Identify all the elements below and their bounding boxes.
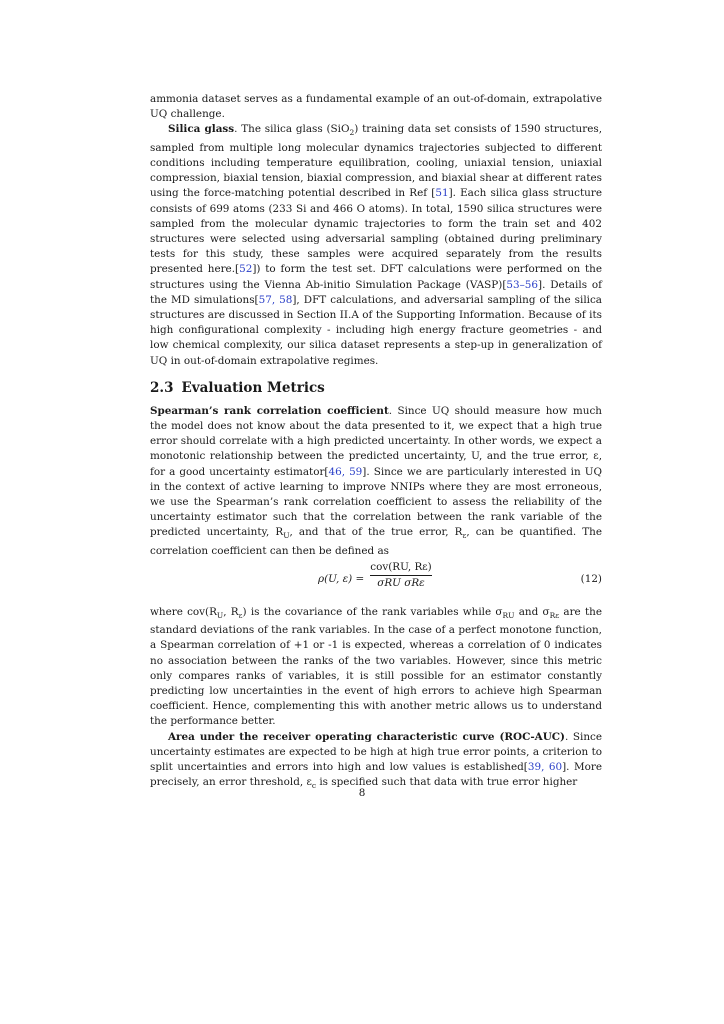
subscript: ε — [238, 610, 243, 620]
text-run: ) is the covariance of the rank variables while σ — [242, 605, 503, 618]
text-run: where cov(R — [150, 605, 217, 618]
section-heading — [150, 379, 602, 397]
subscript: U — [216, 610, 224, 620]
text-run: ]. Details of the MD simulations[ — [150, 278, 602, 306]
citation-link[interactable]: 39, 60 — [527, 760, 563, 773]
run-in-heading-silica: Silica glass — [168, 123, 235, 136]
paragraph-spearman — [150, 404, 602, 559]
text-run: is specified such that data with true error higher — [316, 776, 578, 789]
text-run: . Since uncertainty estimates are expected to be high at high true error points, a criterion to split uncertainties and errors into high and low values is established[ — [150, 730, 602, 773]
text-run: . Since UQ should measure how much the model does not know about the data presented to it, we expect that a high true error should correlate with a high predicted uncertainty. In other words, we expect a monotonic relationship between the predicted uncertainty, U, and the true error, ε, for a good uncertainty estimator[ — [150, 404, 602, 478]
text-run: and σ — [514, 605, 550, 618]
text-run: ]. More precisely, an error threshold, ε — [150, 760, 602, 789]
text-run: ], DFT calculations, and adversarial sampling of the silica structures are discussed in Section II.A of the Supporting Information. Because of its high configurational complexity - including high energy fracture geometries - and low chemical complexity, our silica dataset represents a step-up in generalization of UQ in out-of-domain extrapolative regimes. — [150, 293, 602, 367]
equation-12 — [150, 561, 602, 601]
equation-numerator: cov(RU, Rε) — [370, 561, 432, 576]
text-run: . The silica glass (SiO — [234, 123, 350, 136]
text-run: ]. Since we are particularly interested in UQ in the context of active learning to improve NNIPs where they are most erroneous, we use the Spearman’s rank correlation coefficient to assess the reliability of the uncertainty estimator such that the correlation between the rank variable of the predicted uncertainty, R — [150, 465, 602, 539]
subscript: U — [283, 531, 290, 541]
paragraph-silica-glass — [150, 122, 602, 368]
text-run: , R — [223, 605, 239, 618]
citation-link[interactable]: 51 — [435, 187, 449, 200]
run-in-heading-roc-auc: Area under the receiver operating characteristic curve (ROC-AUC) — [168, 730, 565, 743]
subscript: Rε — [549, 610, 560, 620]
text-run: , can be quantified. The correlation coefficient can then be defined as — [150, 526, 603, 557]
citation-link[interactable]: 53–56 — [506, 278, 539, 291]
section-number: 2.3 — [150, 379, 174, 396]
equation-fraction — [370, 561, 432, 589]
equation-denominator: σRU σRε — [377, 576, 425, 589]
text-run: ]. Each silica glass structure consists of 699 atoms (233 Si and 466 O atoms). In total, 1590 silica structures were sampled from the molecular dynamic trajectories to form the train set and 402 structures were selected using adversarial sampling (obtained during preliminary tests for this study, these samples were acquired separately from the results presented here.[ — [150, 187, 602, 276]
paragraph-ammonia-end: ammonia dataset serves as a fundamental example of an out-of-domain, extrapolative UQ challenge. — [150, 93, 602, 121]
subscript: ε — [462, 531, 467, 541]
subscript: 2 — [349, 128, 355, 138]
subscript: c — [311, 781, 317, 791]
paragraph-roc-auc — [150, 730, 602, 794]
paragraph-covariance — [150, 605, 602, 730]
run-in-heading-spearman: Spearman’s rank correlation coefficient — [150, 404, 389, 417]
text-run: ) training data set consists of 1590 structures, sampled from multiple long molecular dynamics trajectories subjected to different conditions including temperature equilibration, cooling, uniaxial tension, uniaxial compression, biaxial tension, biaxial compression, and biaxial shear at different rates using the force-matching potential described in Ref [ — [150, 123, 603, 200]
page-body — [150, 92, 602, 793]
equation-number: (12) — [580, 572, 602, 585]
equation-lhs: ρ(U, ε) = — [318, 572, 365, 585]
text-run: ]) to form the test set. DFT calculations were performed on the structures using the Vienna Ab-initio Simulation Package (VASP)[ — [150, 263, 602, 291]
page-number: 8 — [358, 787, 366, 799]
citation-link[interactable]: 57, 58 — [258, 293, 293, 306]
subscript: RU — [502, 610, 515, 620]
section-title: Evaluation Metrics — [181, 379, 325, 396]
text-run: are the standard deviations of the rank variables. In the case of a perfect monotone function, a Spearman correlation of +1 or -1 is expected, whereas a correlation of 0 indicates no association between the ranks of the two variables. However, since this metric only compares ranks of variables, it is still possible for an estimator constantly predicting low uncertainties in the event of high errors to achieve high Spearman coefficient. Hence, complementing this with another metric allows us to understand the performance better. — [150, 605, 602, 728]
citation-link[interactable]: 46, 59 — [328, 465, 363, 478]
text-run: , and that of the true error, R — [289, 526, 463, 539]
citation-link[interactable]: 52 — [239, 263, 253, 276]
